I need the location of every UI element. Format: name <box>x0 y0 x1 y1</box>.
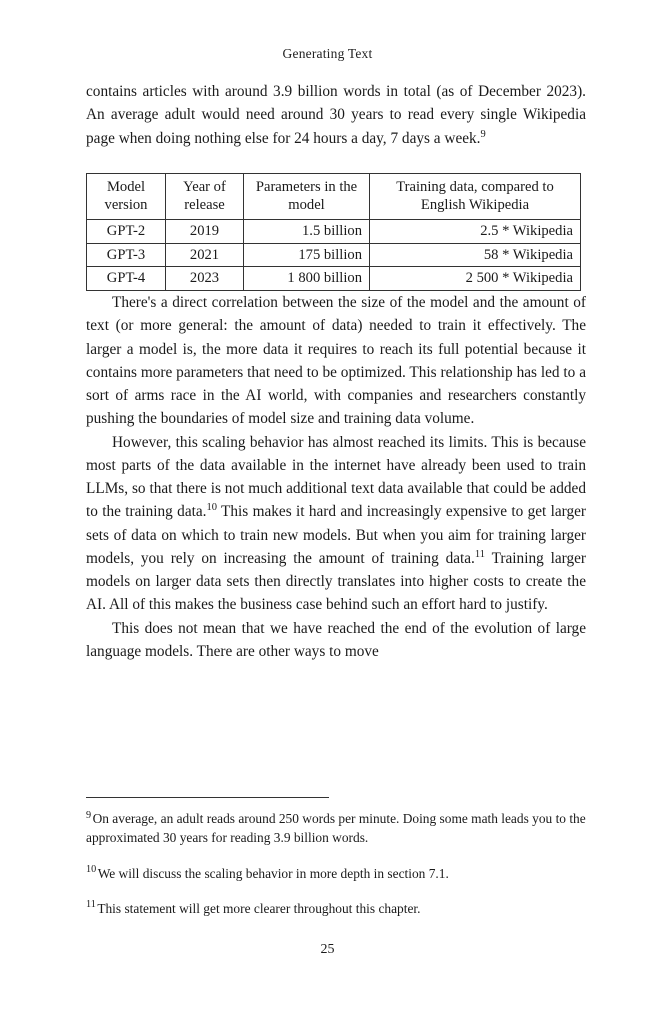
cell-training-data: 2.5 * Wikipedia <box>370 220 581 244</box>
page-body <box>86 80 586 663</box>
footnote-marker-11[interactable]: 11 <box>474 548 486 560</box>
footnote-area <box>86 797 586 934</box>
model-comparison-table-wrapper <box>86 173 586 291</box>
cell-training-data: 58 * Wikipedia <box>370 243 581 267</box>
page-number: 25 <box>320 942 335 957</box>
model-comparison-table <box>86 173 581 291</box>
cell-parameters: 1.5 billion <box>244 220 370 244</box>
running-head: Generating Text <box>282 46 373 61</box>
footnote-text: We will discuss the scaling behavior in more depth in section 7.1. <box>97 865 449 881</box>
footnote-marker-9[interactable]: 9 <box>480 128 486 140</box>
footnote-number: 11 <box>86 899 96 911</box>
footnote-10 <box>86 864 586 883</box>
footnote-text: This statement will get more clearer throughout this chapter. <box>97 900 421 916</box>
footnote-11 <box>86 899 586 918</box>
paragraph-2: There's a direct correlation between the size of the model and the amount of text (or more general: the amount of data) needed to train it effectively. The larger a model is, the more data it requires to reach its full potential because it contains more parameters that need to be optimized. This relationship has led to a sort of arms race in the AI world, with companies and researchers constantly pushing the boundaries of model size and training data volume. <box>86 294 586 428</box>
footnote-separator-rule <box>86 797 329 798</box>
paragraph-4: This does not mean that we have reached the end of the evolution of large language models. There are other ways to move <box>86 619 586 660</box>
cell-parameters: 175 billion <box>244 243 370 267</box>
column-header-model-version: Model version <box>87 173 166 219</box>
cell-model-version: GPT-3 <box>87 243 166 267</box>
cell-year: 2019 <box>166 220 244 244</box>
cell-year: 2021 <box>166 243 244 267</box>
paragraph-3-text-b: This makes it hard and increasingly expensive to get larger sets of data on which to train new models. But when you aim for training larger models, you rely on increasing the amount of training data. <box>86 503 586 567</box>
footnote-number: 10 <box>86 864 97 876</box>
paragraph-3-text-a: However, this scaling behavior has almost reached its limits. This is because most parts of the data available in the internet have already been used to train LLMs, so that there is not much additional text data available that could be added to the training data. <box>86 433 586 521</box>
column-header-year-of-release: Year of release <box>166 173 244 219</box>
footnote-marker-10[interactable]: 10 <box>206 502 217 514</box>
table-row <box>87 243 581 267</box>
paragraph-1-text: contains articles with around 3.9 billion words in total (as of December 2023). An average adult would need around 30 years to read every single Wikipedia page when doing nothing else for 24 hours a day, 7 days a week. <box>86 83 586 147</box>
cell-model-version: GPT-2 <box>87 220 166 244</box>
cell-parameters: 1 800 billion <box>244 267 370 291</box>
footnote-9 <box>86 809 586 848</box>
table-row <box>87 267 581 291</box>
paragraph-3 <box>86 431 586 617</box>
table-row <box>87 220 581 244</box>
cell-model-version: GPT-4 <box>87 267 166 291</box>
column-header-training-data: Training data, compared to English Wikipedia <box>370 173 581 219</box>
cell-year: 2023 <box>166 267 244 291</box>
footnote-number: 9 <box>86 809 92 821</box>
column-header-parameters: Parameters in the model <box>244 173 370 219</box>
table-header-row <box>87 173 581 219</box>
cell-training-data: 2 500 * Wikipedia <box>370 267 581 291</box>
paragraph-3-text-c: Training larger models on larger data sets then directly translates into higher costs to create the AI. All of this makes the business case behind such an effort hard to justify. <box>86 549 586 614</box>
paragraph-1 <box>86 80 586 150</box>
footnote-text: On average, an adult reads around 250 words per minute. Doing some math leads you to the approximated 30 years for reading 3.9 billion words. <box>86 811 586 846</box>
